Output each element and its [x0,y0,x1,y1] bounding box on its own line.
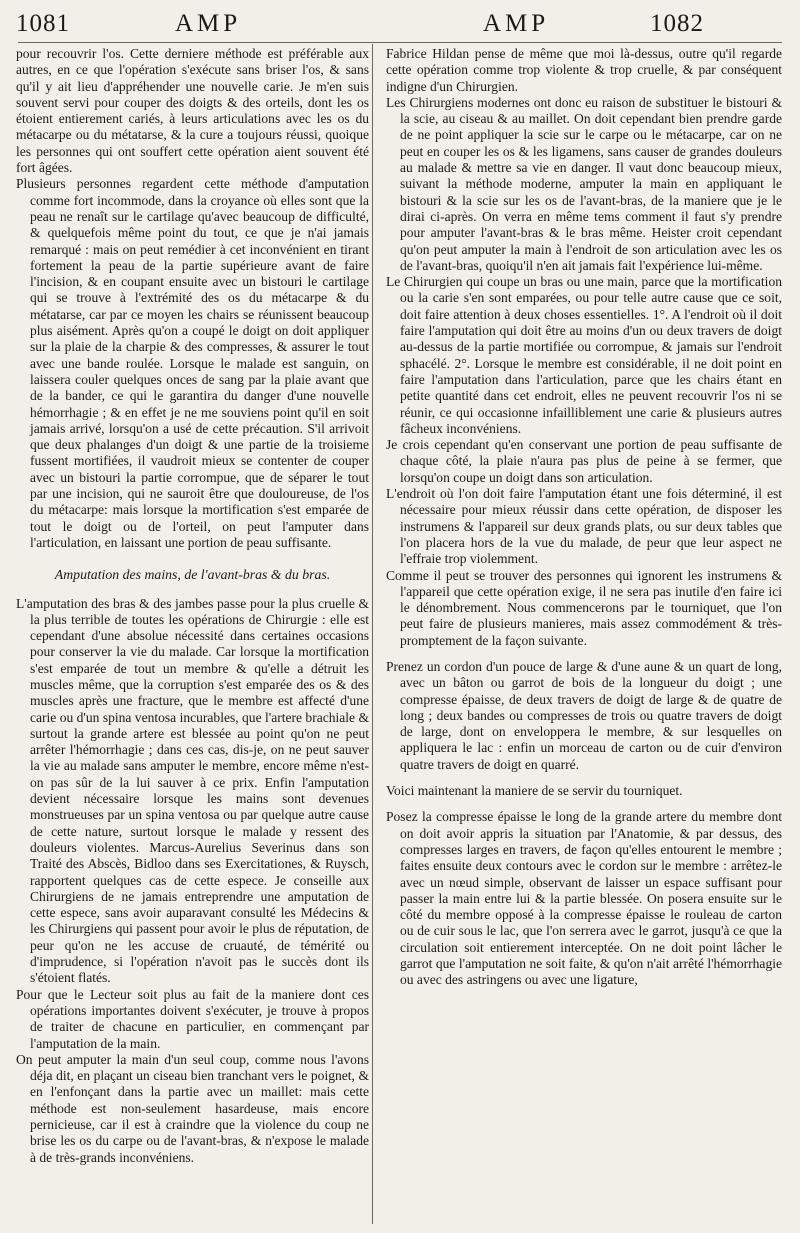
running-head-left: AMP [175,10,242,37]
header-rule [18,42,782,44]
section-heading: Amputation des mains, de l'avant-bras & du bras. [54,567,331,583]
paragraph: pour recouvrir l'os. Cette derniere méthode est préférable aux autres, en ce que l'opération s'exécute sans briser l'os, & sans qu'il y ait lieu d'appréhender une nouvelle carie. Je m'en suis souvent servi pour couper des doigts & des orteils, dont les os étoient entierement cariés, à leurs articulations avec les os du métacarpe ou du métatarse, & la cure a toujours réussi, quoique les personnes qui ont souffert cette opération aient souvent été fort âgées. [16,46,369,176]
running-head-right: AMP [483,10,550,37]
right-column [386,46,782,1226]
page-number-right: 1082 [650,10,704,37]
paragraph: Posez la compresse épaisse le long de la grande artere du membre dont on doit avoir appris la situation par l'Anatomie, & par dessus, des compresses larges en travers, de façon qu'elles entourent le membre ; faites ensuite deux contours avec le cordon sur le membre : arrêtez-le avec un nœud simple, observant de laisser un espace suffisant pour passer la main entre lui & la partie blessée. On posera ensuite sur le côté du membre opposé à la compresse épaisse le rouleau de carton ou de cuir sous le lac, que l'on serrera avec le garrot, jusqu'à ce que la circulation soit entierement interceptée. On ne doit point lâcher le garrot que l'amputation ne soit faite, & qu'on n'ait arrêté l'hémorrhagie ou avec des astringens ou avec une ligature, [386,809,782,988]
left-column [16,46,369,1226]
paragraph: Les Chirurgiens modernes ont donc eu raison de substituer le bistouri & la scie, au ciseau & au maillet. On doit cependant bien prendre garde de ne point appliquer la scie sur le carpe ou le métacarpe, car on ne peut en couper les os & les ligamens, sans causer de grandes douleurs au malade & mettre sa vie en danger. Il vaut donc beaucoup mieux, suivant la méthode moderne, amputer la main en appliquant le bistouri & la scie sur les os de l'avant-bras, de la maniere que je le dirai ci-après. On verra en même tems comment il faut s'y prendre pour amputer l'avant-bras & le bras même. Heister croit cependant qu'on peut amputer la main à l'endroit de son articulation avec les os de l'avant-bras, quoiqu'il n'en ait jamais fait l'expérience lui-même. [386,94,782,273]
paragraph: Fabrice Hildan pense de même que moi là-dessus, outre qu'il regarde cette opération comme trop violente & trop cruelle, & par conséquent indigne d'un Chirurgien. [386,46,782,94]
paragraph: Comme il peut se trouver des personnes qui ignorent les instrumens & l'appareil que cette opération exige, il ne sera pas inutile d'en faire ici le dénombrement. Nous commencerons par le tourniquet, que l'on peut faire de plusieurs manieres, mais assez commodément & très-promptement de la façon suivante. [386,567,782,648]
paragraph: Le Chirurgien qui coupe un bras ou une main, parce que la mortification ou la carie s'en sont emparées, ou pour telle autre cause que ce soit, doit faire attention à deux choses essentielles. 1°. A l'endroit où il doit faire l'amputation qui doit être au moins d'un ou deux travers de doigt au-dessus de la partie mortifiée ou corrompue, & jamais sur l'endroit sphacélé. 2°. Lorsque le membre est considérable, il ne doit point en faire l'amputation dans l'articulation, parce que les chairs étant en petite quantité dans cet endroit, elles ne peuvent recouvrir l'os ni se réunir, ce qui occasionne infailliblement une carie & plusieurs autres fâcheux inconvéniens. [386,274,782,436]
paragraph: On peut amputer la main d'un seul coup, comme nous l'avons déja dit, en plaçant un ciseau bien tranchant vers le poignet, & en l'enfonçant dans la partie avec un maillet: mais cette méthode est non-seulement hasardeuse, mais encore pernicieuse, car il est à craindre que la violence du coup ne brise les os du carpe ou de l'avant-bras, & n'expose le malade à de très-grands inconvéniens. [16,1051,369,1165]
running-header [0,10,800,42]
page-number-left: 1081 [16,10,70,37]
paragraph: Je crois cependant qu'en conservant une portion de peau suffisante de chaque côté, la plaie n'aura pas plus de peine à se fermer, que lorsqu'on coupe un doigt dans son articulation. [386,437,782,485]
paragraph: Plusieurs personnes regardent cette méthode d'amputation comme fort incommode, dans la croyance où elles sont que la peau ne renaît sur le cartilage qu'avec beaucoup de difficulté, & quelquefois même point du tout, ce que je n'ai jamais remarqué : mais on peut remédier à cet inconvénient en tirant fortement la peau de la partie supérieure avant de faire l'incision, & en coupant ensuite avec un bistouri le cartilage qui se trouve à l'extrémité des os du métacarpe & du métatarse, car par ce moyen les chairs se réunissent beaucoup plus aisément. Après qu'on a coupé le doigt on doit appliquer sur la plaie de la charpie & des compresses, & assurer le tout avec une bande roulée. Lorsque le malade est sanguin, on laissera couler quelques onces de sang par la plaie avant que de la bander, ce qui le garantira du danger d'une nouvelle hémorrhagie ; & en effet je ne me souviens point qu'il en soit jamais arrivé, lorsqu'on a usé de cette précaution. S'il arrivoit que deux phalanges d'un doigt & une partie de la troisieme fussent mortifiées, il vaudroit mieux se contenter de couper avec un bistouri la partie corrompue, que de séparer le tout par une incision, qui ne sauroit être que douloureuse, de l'os du métacarpe: mais lorsque la mortification s'est emparée de tout le doigt ou de l'orteil, on peut l'amputer dans l'articulation, en laissant une portion de peau suffisante. [16,176,369,550]
column-divider [372,44,373,1224]
paragraph: Prenez un cordon d'un pouce de large & d'une aune & un quart de long, avec un bâton ou garrot de bois de la longueur du doigt ; une compresse épaisse, de deux travers de doigt de large & de quatre de long ; deux bandes ou compresses de trois ou quatre travers de doigt de large, dont on enveloppera le membre, & sur lesquelles on appliquera le lac : enfin un morceau de carton ou de cuir d'environ quatre travers de doigt en quarré. [386,658,782,772]
paragraph: Voici maintenant la maniere de se servir du tourniquet. [386,783,683,799]
paragraph: L'endroit où l'on doit faire l'amputation étant une fois déterminé, il est nécessaire pour mieux réussir dans cette opération, de disposer les instrumens & l'appareil sur deux grands plats, ou sur deux tables que l'on placera hors de la vue du malade, de peur que leur aspect ne l'effraie trop violemment. [386,486,782,567]
paragraph: L'amputation des bras & des jambes passe pour la plus cruelle & la plus terrible de toutes les opérations de Chirurgie : elle est cependant d'une absolue nécessité dans certaines occasions pour conserver la vie du malade. Car lorsque la mortification s'est emparée de tout un membre & qu'elle a détruit les muscles même, que la corruption s'est emparée des os & des muscles après une fracture, que le membre est affecté d'une carie ou d'un spina ventosa incurables, que l'artere brachiale & surtout la grande artere est blessée au point qu'on ne peut arrêter l'hémorrhagie ; dans ces cas, dis-je, on ne peut sauver la vie au malade sans amputer le membre, encore même n'est-on pas sûr de la lui sauver à ce prix. Enfin l'amputation devient nécessaire lorsque les mains sont devenues monstrueuses par un spina ventosa ou par quelque autre cause de cette nature, surtout lorsque le malade y ressent des douleurs violentes. Marcus-Aurelius Severinus dans son Traité des Abscès, Bidloo dans ses Exercitationes, & Ruysch, rapportent quelques cas de cette espece. Je conseille aux Chirurgiens de ne jamais entreprendre une amputation de cette espece, sans avoir auparavant consulté les Médecins & les Chirurgiens qui passent pour avoir le plus de réputation, de peur qu'on ne les accuse de cruauté, de témérité ou d'imprudence, si l'opération n'avoit pas le succès dont ils s'étoient flatés. [16,595,369,986]
paragraph: Pour que le Lecteur soit plus au fait de la maniere dont ces opérations importantes doivent s'exécuter, je trouve à propos de traiter de chacune en particulier, en commençant par l'amputation de la main. [16,986,369,1051]
